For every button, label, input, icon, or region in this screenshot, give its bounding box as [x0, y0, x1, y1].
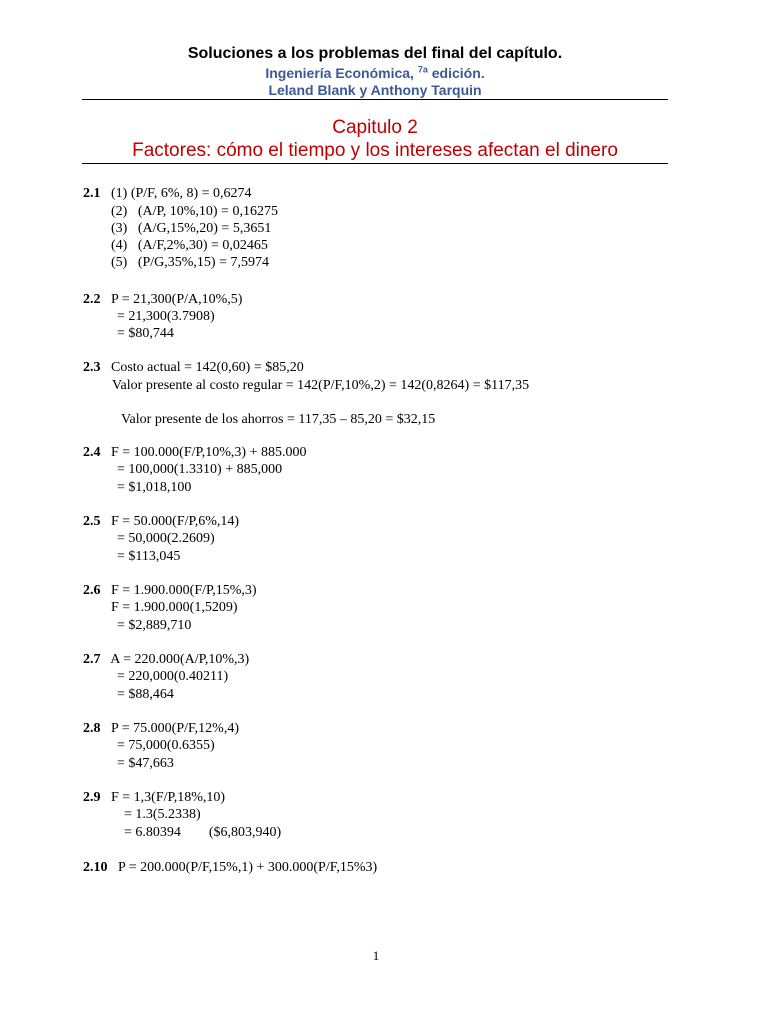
solution-line: = $2,889,710: [117, 618, 192, 633]
solution-line: (4) (A/F,2%,30) = 0,02465: [111, 238, 268, 253]
problem-2-10: [83, 859, 377, 876]
solution-line: P = 200.000(P/F,15%,1) + 300.000(P/F,15%3): [118, 860, 378, 875]
problem-number: 2.10: [83, 860, 108, 875]
solution-line: = 75,000(0.6355): [117, 738, 215, 753]
problem-number: 2.1: [83, 186, 101, 201]
solution-line: = 21,300(3.7908): [117, 309, 215, 324]
book-title: [82, 65, 668, 81]
problem-number: 2.7: [83, 652, 101, 667]
solution-line: F = 100.000(F/P,10%,3) + 885.000: [111, 445, 307, 460]
solution-line: = 6.80394 ($6,803,940): [124, 825, 282, 840]
solution-line: = 50,000(2.2609): [117, 531, 215, 546]
solution-line: = $80,744: [117, 326, 174, 341]
book-title-text: Ingeniería Económica,: [265, 65, 418, 81]
problem-2-8: [83, 720, 239, 737]
book-edition-text: edición.: [427, 65, 485, 81]
solution-line: = 220,000(0.40211): [117, 669, 229, 684]
solution-line: Costo actual = 142(0,60) = $85,20: [111, 360, 304, 375]
solution-line: Valor presente al costo regular = 142(P/F,10%,2) = 142(0,8264) = $117,35: [112, 378, 530, 393]
chapter-rule: [82, 163, 668, 164]
solution-line: P = 75.000(P/F,12%,4): [111, 721, 239, 736]
problem-number: 2.9: [83, 790, 101, 805]
problem-2-4: [83, 444, 306, 461]
solution-line: Valor presente de los ahorros = 117,35 – 85,20 = $32,15: [121, 412, 436, 427]
solution-line: (1) (P/F, 6%, 8) = 0,6274: [111, 186, 252, 201]
solution-line: F = 1.900.000(1,5209): [111, 600, 238, 615]
chapter-number: Capitulo 2: [332, 117, 418, 138]
problem-number: 2.5: [83, 514, 101, 529]
edition-ordinal: a: [422, 64, 428, 75]
problem-number: 2.2: [83, 292, 101, 307]
document-header-title: Soluciones a los problemas del final del capítulo.: [187, 45, 563, 62]
solution-line: (2) (A/P, 10%,10) = 0,16275: [111, 204, 278, 219]
solution-line: = $47,663: [117, 756, 174, 771]
solution-line: (5) (P/G,35%,15) = 7,5974: [111, 255, 269, 270]
solution-line: = $113,045: [117, 549, 181, 564]
problem-2-7: [83, 651, 249, 668]
edition-number: 7: [417, 64, 423, 75]
solution-line: A = 220.000(A/P,10%,3): [110, 652, 250, 667]
header-rule: [82, 99, 668, 100]
problem-number: 2.6: [83, 583, 101, 598]
solution-line: F = 1,3(F/P,18%,10): [111, 790, 226, 805]
problem-2-2: [83, 291, 242, 308]
problem-number: 2.3: [83, 360, 101, 375]
problem-2-9: [83, 789, 225, 806]
solution-line: = $1,018,100: [117, 480, 192, 495]
chapter-title: Factores: cómo el tiempo y los intereses afectan el dinero: [132, 140, 618, 161]
problem-number: 2.8: [83, 721, 101, 736]
solution-line: = 1.3(5.2338): [124, 807, 201, 822]
page-number: 1: [372, 948, 380, 963]
edition-superscript: [418, 64, 428, 74]
problem-number: 2.4: [83, 445, 101, 460]
book-authors: Leland Blank y Anthony Tarquin: [268, 82, 482, 98]
problem-2-5: [83, 513, 239, 530]
problem-2-1: [83, 185, 252, 202]
problem-2-6: [83, 582, 257, 599]
solution-line: = 100,000(1.3310) + 885,000: [117, 462, 283, 477]
solution-line: F = 50.000(F/P,6%,14): [111, 514, 240, 529]
solution-line: (3) (A/G,15%,20) = 5,3651: [111, 221, 272, 236]
solution-line: = $88,464: [117, 687, 174, 702]
solution-line: P = 21,300(P/A,10%,5): [111, 292, 243, 307]
solution-line: F = 1.900.000(F/P,15%,3): [111, 583, 257, 598]
problem-2-3: [83, 359, 304, 376]
